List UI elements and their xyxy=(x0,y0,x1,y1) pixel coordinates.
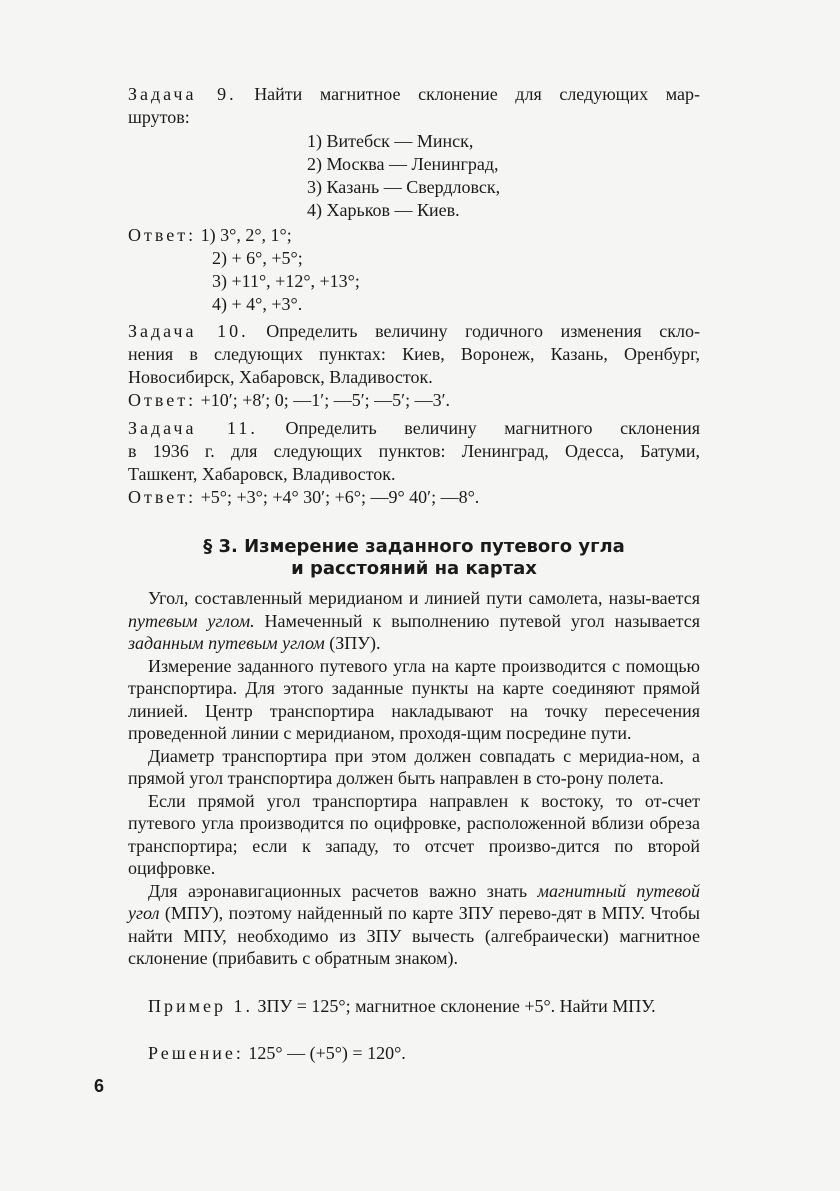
section-heading xyxy=(128,536,700,580)
task-10-answer-label: Ответ: xyxy=(128,390,197,410)
section-title-line-2: и расстояний на картах xyxy=(291,558,537,579)
paragraph-3: Диаметр транспортира при этом должен совпадать с меридиа-ном, а прямой угол транспортира должен быть направлен в сто-рону полета. xyxy=(128,745,700,788)
task-9-line-2: шрутов: xyxy=(128,107,190,127)
section-title-line-1: § 3. Измерение заданного путевого угла xyxy=(203,536,625,557)
task-11 xyxy=(128,417,700,509)
answer-item: 4) + 4°, +3°. xyxy=(212,294,303,314)
task-10-answer-value: +10′; +8′; 0; —1′; —5′; —5′; —3′. xyxy=(200,390,451,410)
answer-item: 1) 3°, 2°, 1°; xyxy=(200,225,292,245)
task-9-text-1: Найти магнитное склонение для следующих мар- xyxy=(254,84,700,104)
task-11-text-1: Определить величину магнитного склонения xyxy=(285,418,701,438)
task-9-answer-label: Ответ: xyxy=(128,225,197,245)
task-9-answer-line-1 xyxy=(128,224,292,247)
example-statement xyxy=(128,995,700,1018)
task-11-answer-value: +5°; +3°; +4° 30′; +6°; —9° 40′; —8°. xyxy=(200,487,480,507)
task-11-line-3: Ташкент, Хабаровск, Владивосток. xyxy=(128,464,396,484)
task-9 xyxy=(128,83,700,129)
task-11-label: Задача 11. xyxy=(128,418,258,438)
example-1 xyxy=(128,995,700,1018)
answer-item: 2) + 6°, +5°; xyxy=(212,248,303,268)
task-10-text-1: Определить величину годичного изменения скло- xyxy=(266,321,700,341)
paragraph-4: Если прямой угол транспортира направлен к востоку, то от-счет путевого угла производится по оцифровке, расположенной вблизи обреза транспортира; если к западу, то отсчет произво-дится по второй оцифровке. xyxy=(128,790,700,878)
answer-item: 3) +11°, +12°, +13°; xyxy=(212,271,360,291)
task-9-label: Задача 9. xyxy=(128,84,237,104)
task-10-answer xyxy=(128,389,700,412)
page-number: 6 xyxy=(94,1076,105,1096)
paragraph-1-text-b: Намеченный к выполнению путевой угол называется xyxy=(254,610,700,631)
paragraph-1 xyxy=(128,587,700,655)
paragraph-1-text-c: (ЗПУ). xyxy=(324,633,381,653)
task-10-label: Задача 10. xyxy=(128,321,249,341)
task-11-line-2: в 1936 г. для следующих пунктов: Ленинград, Одесса, Батуми, xyxy=(128,441,700,461)
route-item: 3) Казань — Свердловск, xyxy=(307,177,501,197)
paragraph-5-text-b: (МПУ), поэтому найденный по карте ЗПУ перево-дят в МПУ. Чтобы найти МПУ, необходимо из ЗПУ вычесть (алгебраически) магнитное склонение (прибавить с обратным знаком). xyxy=(128,903,700,968)
example-solution-block xyxy=(128,1042,700,1065)
solution-label: Решение: xyxy=(148,1043,244,1063)
example-solution xyxy=(128,1042,700,1065)
paragraph-1-text-a: Угол, составленный меридианом и линией пути самолета, назы-вается xyxy=(148,588,700,608)
task-10 xyxy=(128,320,700,412)
body-text xyxy=(128,587,700,970)
task-11-answer xyxy=(128,486,700,509)
route-item: 4) Харьков — Киев. xyxy=(307,200,460,220)
task-11-line-1 xyxy=(128,417,700,440)
example-text: ЗПУ = 125°; магнитное склонение +5°. Найти МПУ. xyxy=(257,996,656,1016)
term-route-angle: путевым углом. xyxy=(128,610,255,631)
paragraph-5-text-a: Для аэронавигационных расчетов важно знать xyxy=(148,880,538,901)
term-magnetic-route-angle: магнитный путевой угол xyxy=(128,880,700,923)
paragraph-2: Измерение заданного путевого угла на карте производится с помощью транспортира. Для этого заданные пункты на карте соединяют прямой линией. Центр транспортира накладывают на точку пересечения проведенной линии с меридианом, проходя-щим посредине пути. xyxy=(128,655,700,743)
term-given-route-angle: заданным путевым углом xyxy=(128,633,325,653)
route-item: 1) Витебск — Минск, xyxy=(307,131,474,151)
task-9-line-1 xyxy=(128,83,700,106)
route-item: 2) Москва — Ленинград, xyxy=(307,154,499,174)
solution-text: 125° — (+5°) = 120°. xyxy=(248,1043,406,1063)
task-11-answer-label: Ответ: xyxy=(128,487,197,507)
task-10-line-1 xyxy=(128,320,700,343)
paragraph-5 xyxy=(128,880,700,970)
example-label: Пример 1. xyxy=(148,996,254,1016)
task-10-line-3: Новосибирск, Хабаровск, Владивосток. xyxy=(128,367,433,387)
task-10-line-2: нения в следующих пунктах: Киев, Воронеж, Казань, Оренбург, xyxy=(128,344,700,364)
